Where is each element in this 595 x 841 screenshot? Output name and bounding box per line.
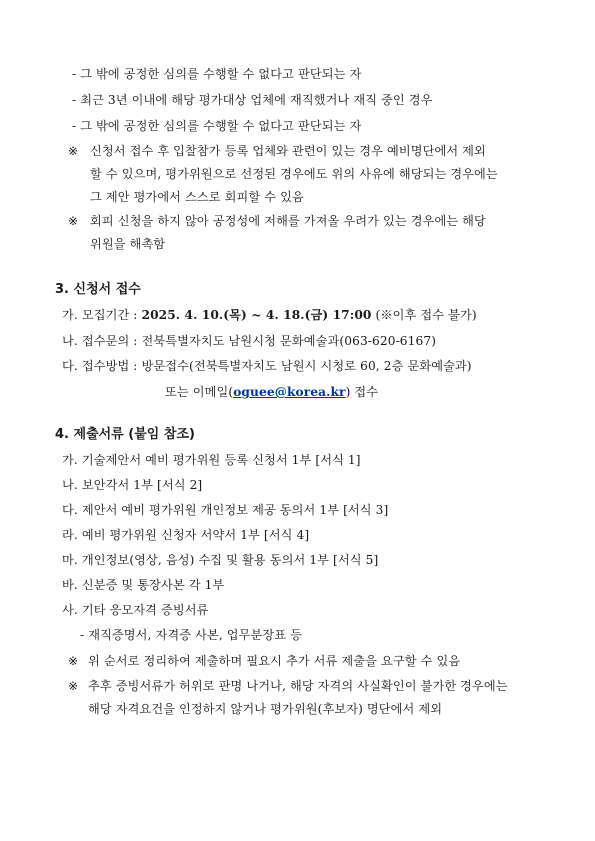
section-3-item-da-cont	[165, 384, 378, 400]
text: 또는 이메일(	[165, 385, 234, 399]
note-mark: ※	[68, 144, 79, 158]
email-link[interactable]: oguee@korea.kr	[233, 385, 346, 399]
note-mark: ※	[68, 654, 79, 668]
note-mark: ※	[68, 214, 79, 228]
section-4-title: 4. 제출서류 (붙임 참조)	[55, 427, 195, 442]
list-item: 다. 제안서 예비 평가위원 개인정보 제공 동의서 1부 [서식 3]	[62, 503, 389, 517]
intro-dash-item: - 최근 3년 이내에 해당 평가대상 업체에 재직했거나 재직 중인 경우	[72, 93, 433, 107]
list-item: 바. 신분증 및 통장사본 각 1부	[62, 578, 225, 592]
note-text: 그 제안 평가에서 스스로 회피할 수 있음	[90, 190, 304, 204]
note-text: 해당 자격요건을 인정하지 않거나 평가위원(후보자) 명단에서 제외	[88, 702, 443, 716]
note-text: 위 순서로 정리하여 제출하며 필요시 추가 서류 제출을 요구할 수 있음	[88, 654, 461, 668]
period: 2025. 4. 10.(목) ~ 4. 18.(금) 17:00	[141, 308, 372, 322]
note-mark: ※	[68, 679, 79, 693]
list-item: 나. 보안각서 1부 [서식 2]	[62, 478, 203, 492]
text: ) 접수	[345, 385, 379, 399]
list-item: 마. 개인정보(영상, 음성) 수집 및 활용 동의서 1부 [서식 5]	[62, 553, 379, 567]
section-3-item-ga	[62, 307, 477, 323]
list-item: 사. 기타 응모자격 증빙서류	[62, 603, 209, 617]
section-3-title: 3. 신청서 접수	[55, 282, 141, 297]
note-text: 위원을 해촉함	[90, 237, 166, 251]
note-text: 추후 증빙서류가 허위로 판명 나거나, 해당 자격의 사실확인이 불가한 경우에는	[88, 679, 508, 693]
intro-dash-item: - 그 밖에 공정한 심의를 수행할 수 없다고 판단되는 자	[72, 67, 362, 81]
list-item: 가. 기술제안서 예비 평가위원 등록 신청서 1부 [서식 1]	[62, 453, 361, 467]
label: 가. 모집기간 :	[62, 308, 138, 322]
intro-dash-item: - 그 밖에 공정한 심의를 수행할 수 없다고 판단되는 자	[72, 119, 362, 133]
sub-dash-item: - 재직증명서, 자격증 사본, 업무분장표 등	[80, 628, 303, 642]
list-item: 라. 예비 평가위원 신청자 서약서 1부 [서식 4]	[62, 528, 310, 542]
note-text: 할 수 있으며, 평가위원으로 선정된 경우에도 위의 사유에 해당되는 경우에는	[90, 167, 498, 181]
note-text: 회피 신청을 하지 않아 공정성에 저해를 가져올 우려가 있는 경우에는 해당	[90, 214, 486, 228]
section-3-item-da: 다. 접수방법 : 방문접수(전북특별자치도 남원시 시청로 60, 2층 문화예술과)	[62, 359, 472, 373]
section-3-item-na: 나. 접수문의 : 전북특별자치도 남원시청 문화예술과(063-620-6167)	[62, 334, 437, 348]
period-note: (※이후 접수 불가)	[375, 308, 477, 322]
note-text: 신청서 접수 후 입찰참가 등록 업체와 관련이 있는 경우 예비명단에서 제외	[90, 144, 486, 158]
